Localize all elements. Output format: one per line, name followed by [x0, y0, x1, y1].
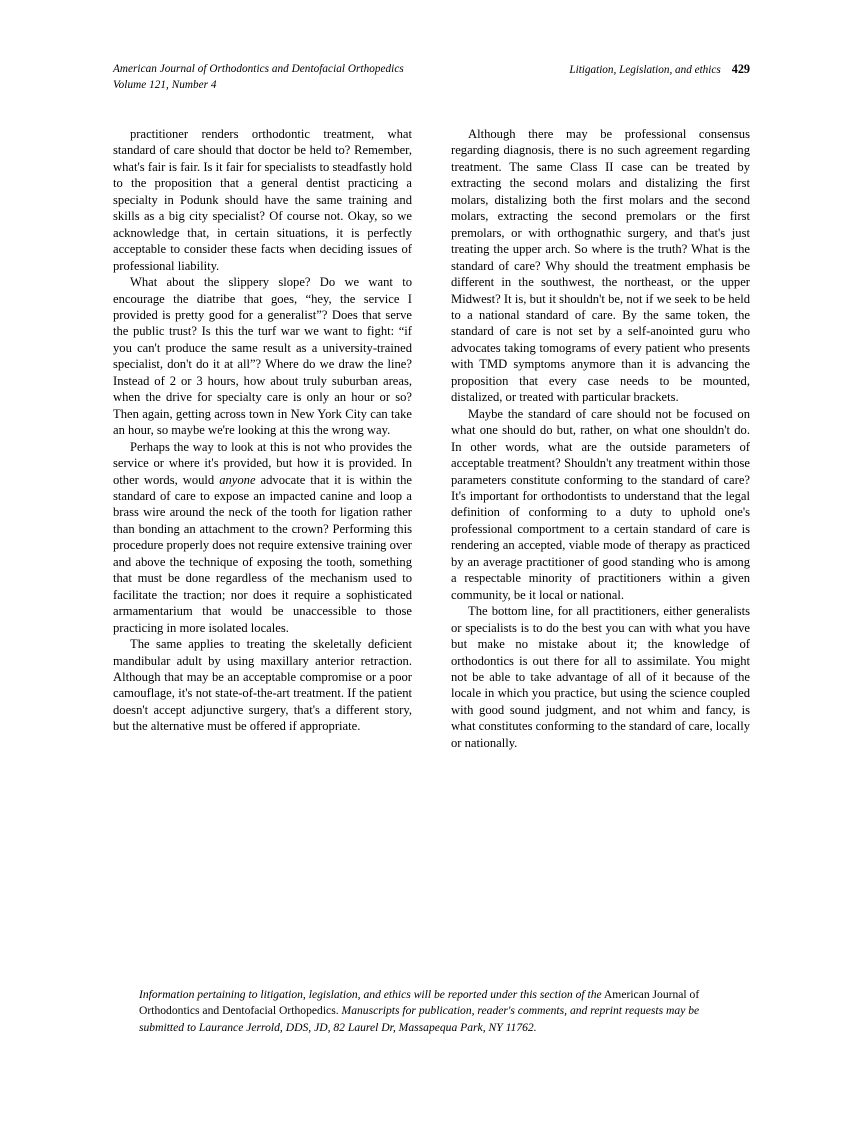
paragraph: The bottom line, for all practitioners, either generalists or specialists is to do the best you can with what you have but make no mistake about it; the knowledge of orthodontics is out there for all to assimilate. You might not be able to take advantage of all of it because of the locale in which you practice, but using the science coupled with good sound judgment, and not whim and fancy, is what constitutes conforming to the standard of care, locally or nationally.: [451, 604, 751, 750]
footnote-segment-italic-2: Manuscripts for publication, reader's comments, and reprint requests may be submitted to Laurance Jerrold, DDS, JD, 82 Laurel Dr, Massapequa Park, NY 11762.: [139, 1004, 700, 1034]
body-columns: [113, 126, 750, 751]
volume-number-line: Volume 121, Number 4: [113, 78, 217, 91]
paragraph: Although there may be professional consensus regarding diagnosis, there is no such agreement regarding treatment. The same Class II case can be treated by extracting the second molars and distalizing the first molars, distalizing both the first molars and the second molars, extracting the second premolars or the first premolars, or with orthognathic surgery, and that's just treating the upper arch. So where is the truth? What is the standard of care? Why should the treatment emphasis be different in the southwest, the northeast, or the upper Midwest? It is, but it shouldn't be, not if we seek to be held to a national standard of care. By the same token, the standard of care is not set by a self-anointed guru who advocates taking tomograms of every patient who presents with TMD symptoms anymore than it is advancing the proposition that every case needs to be mounted, distalized, or treated with particular brackets.: [451, 127, 750, 405]
running-head: [113, 62, 750, 93]
paragraph: The same applies to treating the skeletally deficient mandibular adult by using maxillary anterior retraction. Although that may be an acceptable compromise or a poor camouflage, it's not state-of-the-art treatment. If the patient doesn't accept adjunctive surgery, that's a different story, but the alternative must be offered if appropriate.: [113, 637, 412, 734]
footnote-segment-italic-1: Information pertaining to litigation, legislation, and ethics will be reported under this section of the: [139, 988, 602, 1001]
paragraph: Perhaps the way to look at this is not who provides the service or where it's provided, but how it is provided. In other words, would anyone advocate that it is within the standard of care to expose an impacted canine and loop a brass wire around the neck of the tooth for ligation rather than bonding an attachment to the crown? Performing this procedure properly does not require extensive training over and above the technique of exposing the tooth, something that must be done regardless of the mechanism used to facilitate the traction; nor does it require a sophisticated armamentarium that would be unaccessible to those practicing in more isolated locales.: [113, 439, 412, 635]
right-column: [451, 126, 750, 751]
emphasized-word: anyone: [219, 472, 256, 487]
footnote: [139, 987, 717, 1036]
footnote-segment-roman: American Journal of Orthodontics and Dentofacial Orthopedics.: [139, 988, 700, 1018]
paragraph: What about the slippery slope? Do we want to encourage the diatribe that goes, “hey, the service I provided is pretty good for a generalist”? Does that serve the public trust? Is this the turf war we want to fight: “if you can't produce the same result as a university-trained specialist, don't do it at all”? Where do we draw the line? Instead of 2 or 3 hours, how about truly suburban areas, when the drive for specialty care is only an hour or so? Then again, getting across town in New York City can take an hour, so maybe we're looking at this the wrong way.: [113, 275, 412, 438]
paragraph: practitioner renders orthodontic treatment, what standard of care should that doctor be held to? Remember, what's fair is fair. Is it fair for specialists to steadfastly hold to the proposition that a general dentist practicing a specialty in Podunk should have the same training and skills as a big city specialist? Of course not. Okay, so we acknowledge that, in certain situations, it is perfectly acceptable to consider these facts when deciding issues of professional liability.: [113, 127, 412, 273]
left-column: [113, 126, 412, 751]
journal-title: American Journal of Orthodontics and Dentofacial Orthopedics: [113, 63, 404, 75]
section-title: Litigation, Legislation, and ethics: [569, 64, 721, 76]
paragraph: Maybe the standard of care should not be focused on what one should do but, rather, on what one shouldn't do. In other words, what are the outside parameters of acceptable treatment? Shouldn't any treatment within those parameters constitute conforming to the standard of care? It's important for orthodontists to understand that the legal definition of conforming to a duty to uphold one's professional comportment to a certain standard of care is rendering an accepted, viable mode of therapy as practiced by an average practitioner of good standing who is among a respectable minority of practitioners within a given community, be it local or national.: [451, 406, 750, 602]
page-number: 429: [731, 62, 750, 76]
running-head-left: [113, 62, 404, 93]
running-head-right: [569, 62, 750, 79]
